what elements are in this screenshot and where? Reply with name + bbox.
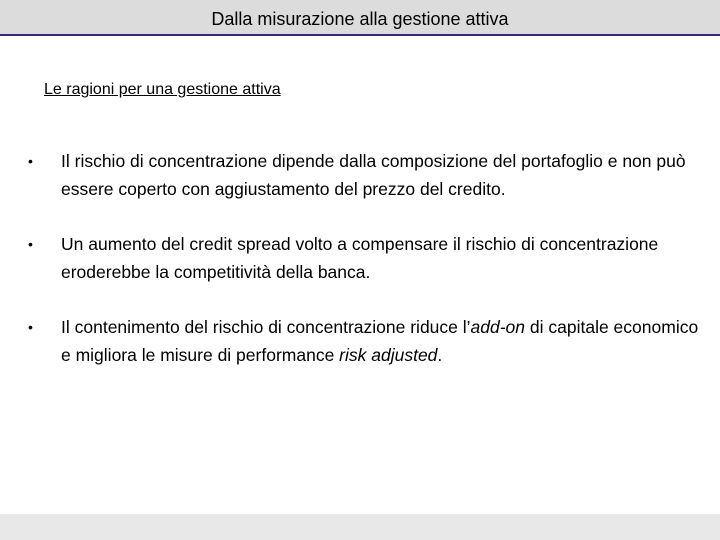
bullet-text-part: Il contenimento del rischio di concentrazione riduce l’ bbox=[61, 317, 471, 337]
section-subtitle: Le ragioni per una gestione attiva bbox=[44, 81, 281, 98]
bullet-dot-icon: • bbox=[28, 319, 33, 335]
bullet-text-part: di capitale economico e migliora le misure di performance bbox=[61, 317, 699, 365]
bullet-text-part: . bbox=[437, 345, 443, 365]
bullet-text-emphasis: add-on bbox=[470, 317, 526, 337]
bullet-item bbox=[28, 147, 708, 203]
bullet-item bbox=[28, 230, 708, 286]
bullet-text: Un aumento del credit spread volto a compensare il rischio di concentrazione eroderebbe la competitività della banca. bbox=[61, 234, 659, 282]
bullet-text-emphasis: risk adjusted bbox=[339, 345, 438, 365]
slide-header bbox=[0, 0, 720, 36]
bullet-item bbox=[28, 313, 708, 369]
bullet-text: Il rischio di concentrazione dipende dalla composizione del portafoglio e non può essere coperto con aggiustamento del prezzo del credito. bbox=[61, 151, 686, 199]
bullet-list bbox=[28, 147, 708, 396]
slide-footer-bar bbox=[0, 514, 720, 540]
slide-title: Dalla misurazione alla gestione attiva bbox=[211, 9, 509, 29]
bullet-dot-icon: • bbox=[28, 153, 33, 169]
bullet-dot-icon: • bbox=[28, 236, 33, 252]
